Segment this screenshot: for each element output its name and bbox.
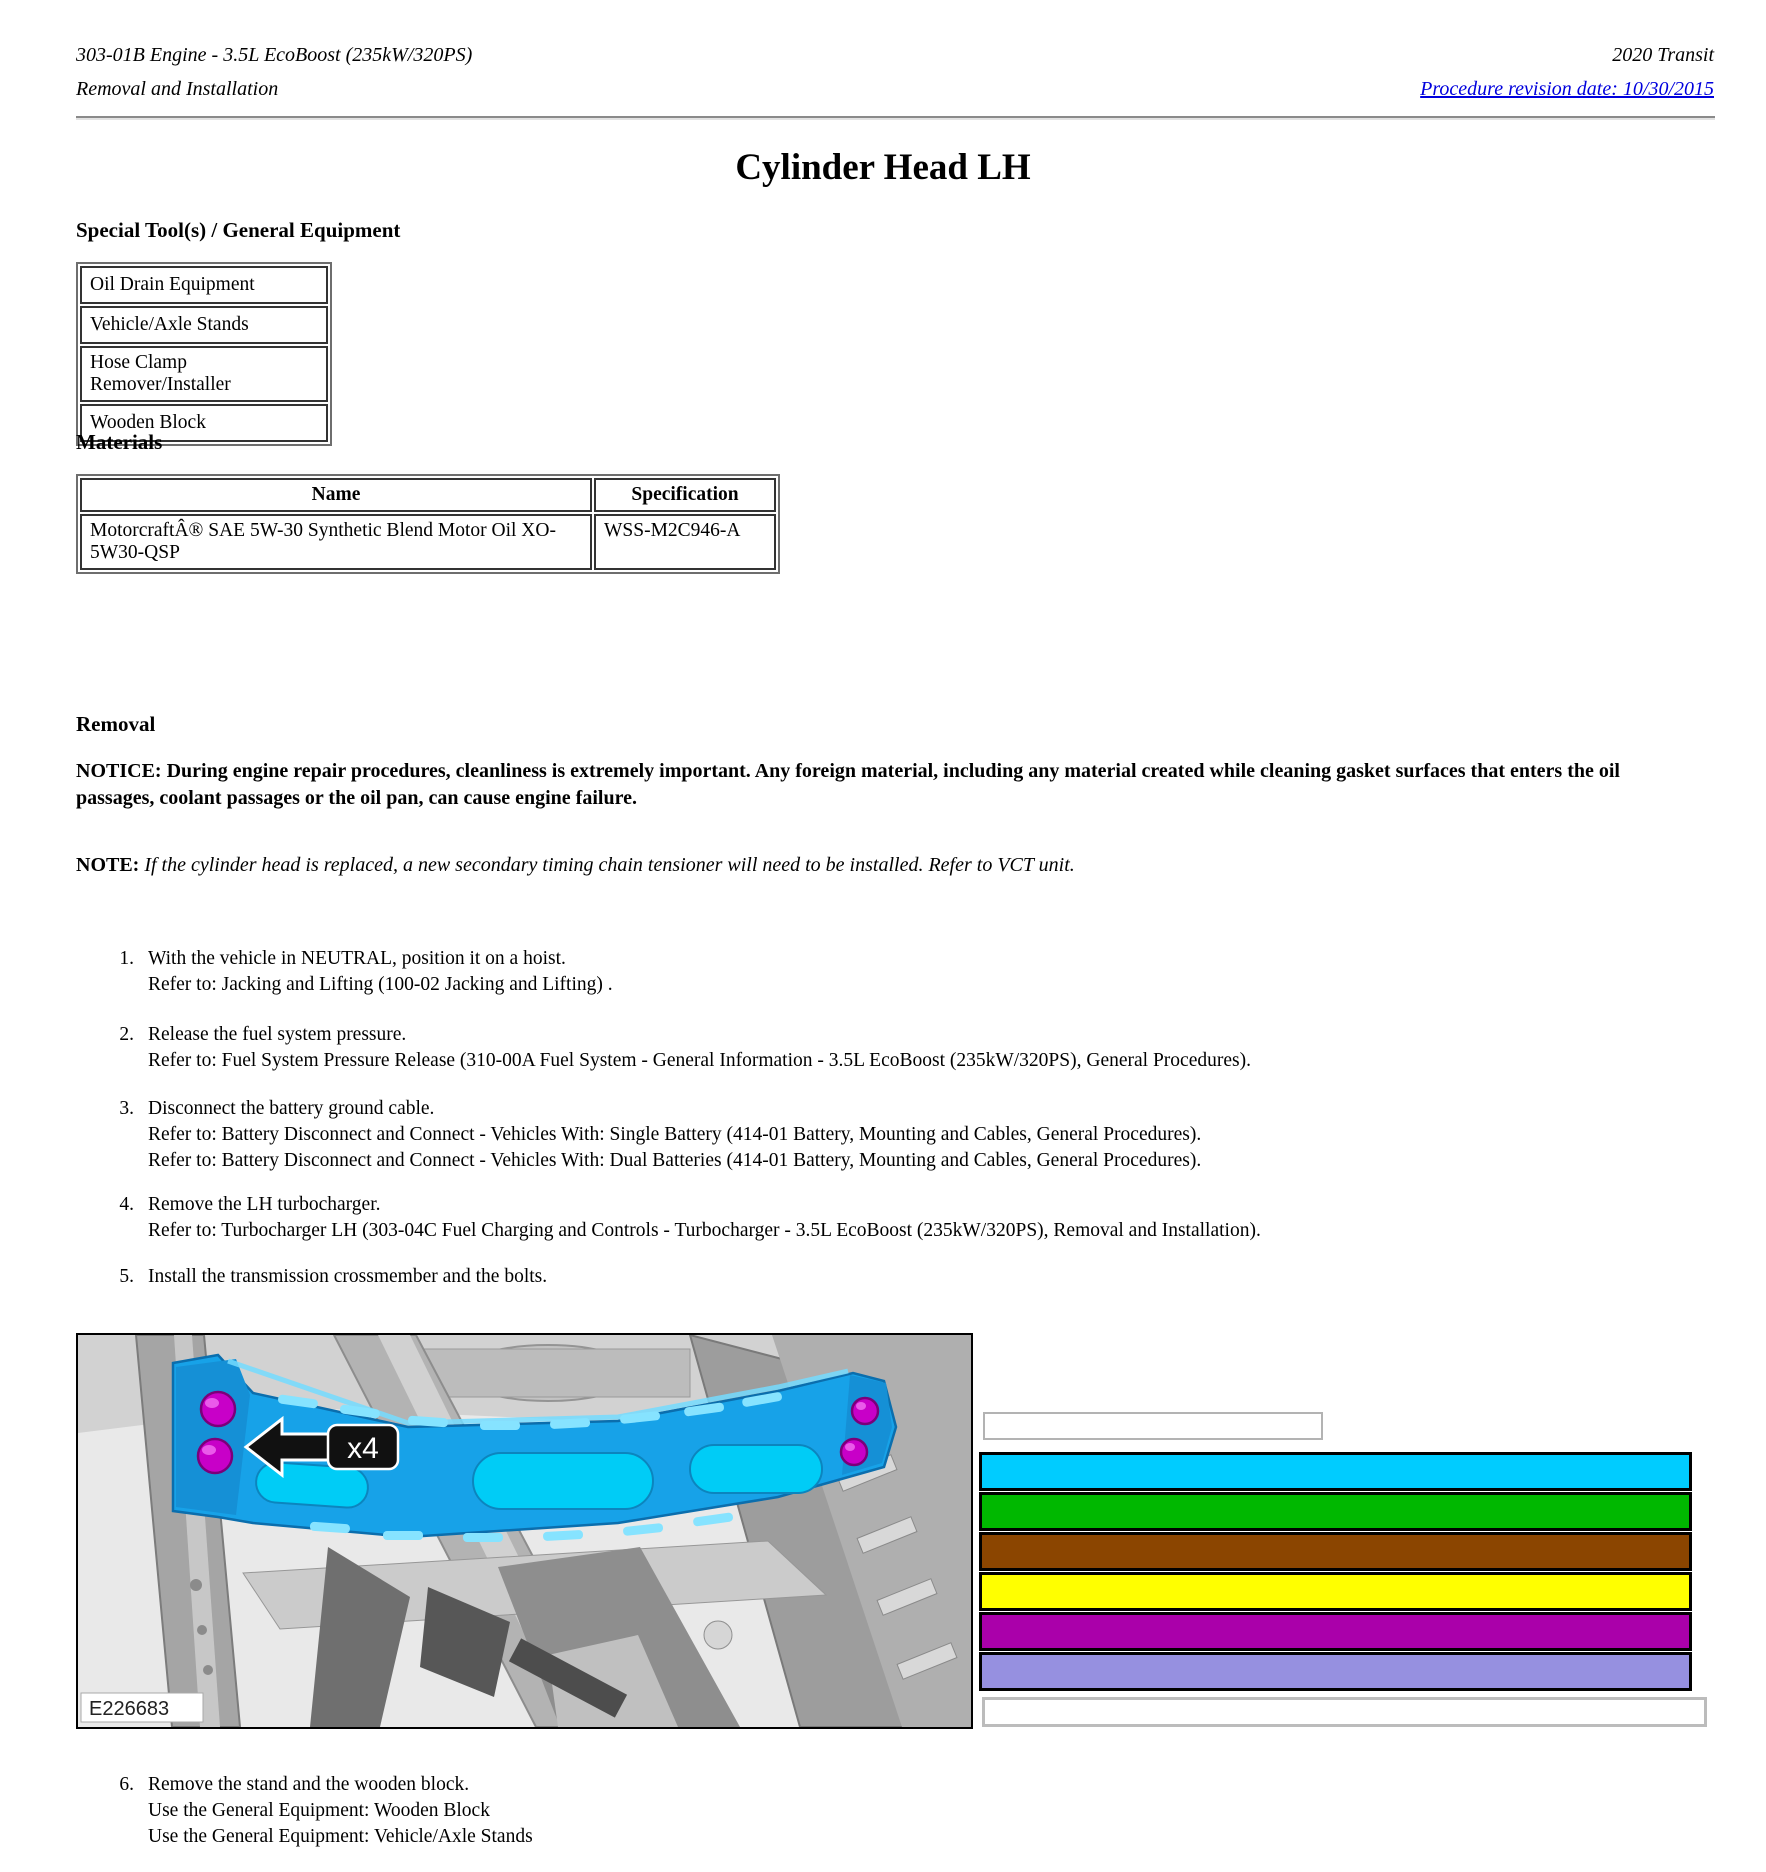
material-name-cell: MotorcraftÂ® SAE 5W-30 Synthetic Blend Motor Oil XO-5W30-QSP <box>80 514 592 570</box>
table-row <box>80 514 776 570</box>
step-line: Refer to: Turbocharger LH (303-04C Fuel Charging and Controls - Turbocharger - 3.5L EcoBoost (235kW/320PS), Removal and Installation). <box>148 1220 1261 1241</box>
crossmember-figure <box>76 1333 973 1729</box>
step-text <box>148 946 613 998</box>
procedure-step <box>104 1192 1261 1244</box>
page-title: Cylinder Head LH <box>735 147 1031 188</box>
bolt-marker <box>198 1439 232 1473</box>
figure-id-chip <box>81 1693 203 1722</box>
step-line: Refer to: Fuel System Pressure Release (310-00A Fuel System - General Information - 3.5L EcoBoost (235kW/320PS), General Procedures). <box>148 1050 1251 1071</box>
step-number: 4. <box>119 1194 134 1215</box>
procedure-step <box>104 1022 1251 1074</box>
special-tools-heading: Special Tool(s) / General Equipment <box>76 218 401 242</box>
step-text <box>148 1022 1251 1074</box>
notice-text: During engine repair procedures, cleanliness is extremely important. Any foreign material, including any material created while cleaning gasket surfaces that enters the oil passages, coolant passages or the oil pan, can cause engine failure. <box>76 760 1620 809</box>
step-line: Refer to: Battery Disconnect and Connect - Vehicles With: Dual Batteries (414-01 Battery, Mounting and Cables, General Procedures). <box>148 1150 1202 1171</box>
material-spec-cell: WSS-M2C946-A <box>594 514 776 570</box>
materials-table <box>76 474 780 574</box>
doc-subtitle: Removal and Installation <box>76 78 279 100</box>
step-number: 2. <box>119 1024 134 1045</box>
color-bar-cyan <box>979 1452 1692 1491</box>
color-bar-brown <box>979 1532 1692 1571</box>
step-line: Remove the stand and the wooden block. <box>148 1774 470 1795</box>
table-header-row <box>80 478 776 512</box>
color-bar-lavender <box>979 1652 1692 1691</box>
doc-section-code: 303-01B Engine - 3.5L EcoBoost (235kW/320PS) <box>76 44 473 66</box>
color-bar-yellow <box>979 1572 1692 1611</box>
step-number: 3. <box>119 1098 134 1119</box>
step-line: Install the transmission crossmember and the bolts. <box>148 1266 548 1287</box>
step-line: Refer to: Battery Disconnect and Connect - Vehicles With: Single Battery (414-01 Battery, Mounting and Cables, General Procedures). <box>148 1124 1202 1145</box>
procedure-step <box>104 1096 1201 1174</box>
empty-input-box-top[interactable] <box>983 1412 1323 1440</box>
procedure-step <box>104 946 613 998</box>
bolt-marker <box>201 1392 235 1426</box>
tool-cell: Hose Clamp Remover/Installer <box>80 346 328 402</box>
table-row <box>80 306 328 344</box>
step-text <box>148 1264 547 1290</box>
color-bar-magenta <box>979 1612 1692 1651</box>
column-header-spec: Specification <box>594 478 776 512</box>
materials-heading: Materials <box>76 430 163 454</box>
notice-paragraph <box>76 758 1668 812</box>
bolt-marker <box>841 1439 867 1465</box>
step-text <box>148 1096 1201 1174</box>
empty-input-box-bottom[interactable] <box>982 1697 1707 1727</box>
column-header-name: Name <box>80 478 592 512</box>
bolt-marker <box>852 1398 878 1424</box>
step-line: Disconnect the battery ground cable. <box>148 1098 435 1119</box>
color-bar-green <box>979 1492 1692 1531</box>
header-divider <box>76 116 1715 120</box>
step-number: 1. <box>119 948 134 969</box>
removal-heading: Removal <box>76 712 156 736</box>
step-line: Remove the LH turbocharger. <box>148 1194 381 1215</box>
table-row <box>80 266 328 304</box>
model-year: 2020 Transit <box>1612 44 1714 66</box>
notice-label: NOTICE: <box>76 760 162 782</box>
table-row <box>80 346 328 402</box>
step-line: Use the General Equipment: Vehicle/Axle Stands <box>148 1826 533 1847</box>
step-number: 6. <box>119 1774 134 1795</box>
note-label: NOTE: <box>76 854 140 876</box>
step-line: With the vehicle in NEUTRAL, position it on a hoist. <box>148 948 566 969</box>
figure-id-label: E226683 <box>89 1698 170 1720</box>
note-text: If the cylinder head is replaced, a new secondary timing chain tensioner will need to be installed. Refer to VCT unit. <box>139 854 1075 876</box>
step-text <box>148 1772 533 1850</box>
engine-underside-illustration <box>78 1335 971 1727</box>
step-text <box>148 1192 1261 1244</box>
procedure-step <box>104 1264 547 1290</box>
note-paragraph <box>76 852 1668 879</box>
tool-cell: Wooden Block <box>80 404 328 442</box>
tool-cell: Oil Drain Equipment <box>80 266 328 304</box>
step-line: Use the General Equipment: Wooden Block <box>148 1800 490 1821</box>
procedure-revision-link[interactable]: Procedure revision date: 10/30/2015 <box>1420 78 1714 100</box>
special-tools-table <box>76 262 332 446</box>
step-line: Release the fuel system pressure. <box>148 1024 407 1045</box>
procedure-step <box>104 1772 533 1850</box>
step-line: Refer to: Jacking and Lifting (100-02 Jacking and Lifting) . <box>148 974 613 995</box>
step-number: 5. <box>119 1266 134 1287</box>
tool-cell: Vehicle/Axle Stands <box>80 306 328 344</box>
color-bar-stack <box>979 1452 1692 1692</box>
callout-label: x4 <box>347 1432 379 1465</box>
